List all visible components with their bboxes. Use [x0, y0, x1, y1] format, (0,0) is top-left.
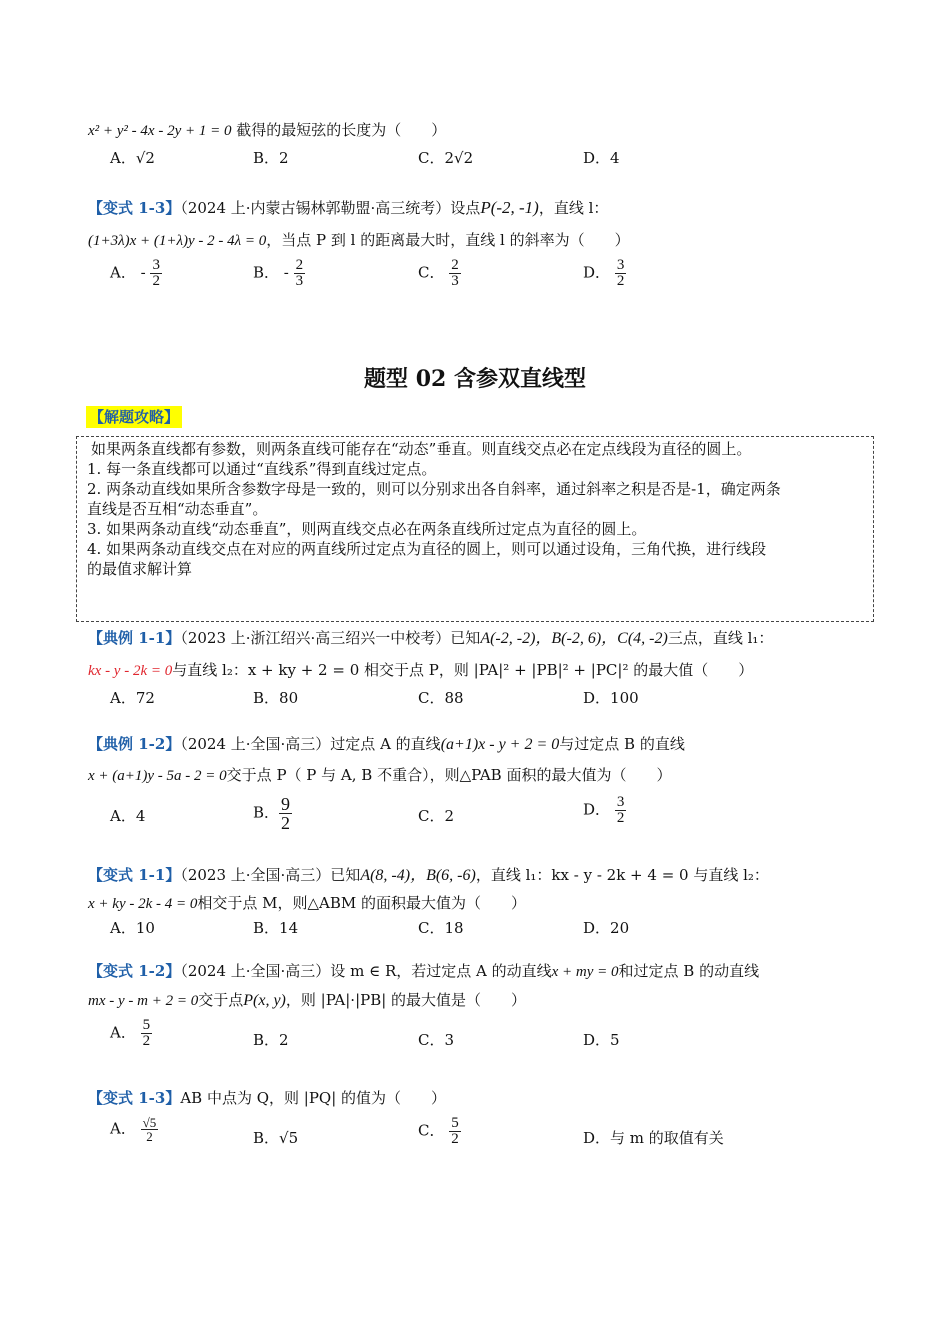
- v12-text3: ，则 |PA|·|PB| 的最大值是（ ）: [285, 991, 527, 1009]
- strategy-line-1: 1. 每一条直线都可以通过“直线系”得到直线过定点。: [87, 460, 437, 478]
- v12-equation1: x + my = 0: [551, 964, 619, 980]
- v13a-option-a-label: A．: [110, 263, 136, 282]
- e12-tag: 【典例 1-2】: [88, 735, 181, 753]
- v13a-stem-line2: [88, 230, 630, 251]
- v12-tag: 【变式 1-2】: [88, 962, 181, 980]
- v13b-a-num: √5: [142, 1115, 157, 1130]
- v13a-a-den: 2: [152, 273, 160, 289]
- v11-stem-line1: [88, 865, 769, 886]
- v11-option-d: D．20: [583, 919, 630, 937]
- v13a-c-num: 2: [451, 257, 459, 273]
- v13a-line-label: ，直线 l：: [538, 199, 609, 217]
- e12-stem-line1: [88, 734, 685, 755]
- v12-text1: 和过定点 B 的动直线: [618, 962, 760, 980]
- q0-stem: [88, 120, 446, 141]
- strategy-line-0: 如果两条直线都有参数，则两条直线可能存在“动态”垂直。则直线交点必在定点线段为直径的圆上。: [91, 440, 752, 458]
- v13b-c-den: 2: [451, 1131, 459, 1147]
- v13b-option-d: D．与 m 的取值有关: [583, 1129, 724, 1147]
- e12-stem-line2: [88, 765, 671, 786]
- v13a-equation: (1+3λ)x + (1+λ)y - 2 - 4λ = 0: [88, 233, 267, 249]
- q0-option-c: C．2√2: [418, 149, 474, 167]
- e11-option-d: D．100: [583, 689, 639, 707]
- e12-option-b: [253, 795, 292, 832]
- v12-source: （2024 上·全国·高三）设 m ∈ R，若过定点 A 的动直线: [180, 962, 552, 980]
- v13a-option-b-label: B．: [253, 263, 280, 282]
- v13a-tag: 【变式 1-3】: [88, 199, 181, 217]
- e12-equation1: (a+1)x - y + 2 = 0: [440, 736, 560, 753]
- v12-a-den: 2: [142, 1033, 151, 1049]
- v13a-text: ，当点 P 到 l 的距离最大时，直线 l 的斜率为（ ）: [266, 231, 630, 249]
- v13a-c-den: 3: [451, 273, 459, 289]
- e11-points: A(-2, -2)，B(-2, 6)，C(4, -2): [480, 630, 668, 647]
- e12-option-d: [583, 795, 626, 826]
- q0-option-a: A．√2: [110, 149, 155, 167]
- v11-points: A(8, -4)，B(6, -6): [360, 867, 476, 884]
- v13b-tag: 【变式 1-3】: [88, 1089, 181, 1107]
- v12-stem-line1: [88, 961, 759, 982]
- v12-option-a-label: A．: [110, 1023, 136, 1042]
- v13a-stem-line1: [88, 198, 608, 218]
- section-title: 题型 02 含参双直线型: [364, 366, 586, 392]
- e12-option-d-label: D．: [583, 800, 611, 819]
- v11-source: （2023 上·全国·高三）已知: [180, 866, 361, 884]
- v13b-option-a-label: A．: [110, 1119, 136, 1138]
- v13b-a-den: 2: [146, 1129, 153, 1144]
- e11-source: （2023 上·浙江绍兴·高三绍兴一中校考）已知: [180, 629, 481, 647]
- v13b-option-a: [110, 1116, 158, 1143]
- v13a-option-a: A． - $\frac{3}{2}$: [110, 257, 160, 289]
- v11-text1: ，直线 l₁：kx - y - 2k + 4 = 0 与直线 l₂：: [475, 866, 769, 884]
- v13b-option-c: [418, 1116, 461, 1147]
- v12-equation2: mx - y - m + 2 = 0: [88, 993, 199, 1009]
- e11-text1: 三点，直线 l₁：: [667, 629, 774, 647]
- v13a-b-num: 2: [295, 257, 304, 273]
- e12-option-b-label: B．: [253, 803, 280, 822]
- e11-option-a: A．72: [110, 689, 155, 707]
- strategy-line-6: 的最值求解计算: [87, 560, 193, 578]
- v13b-option-c-label: C．: [418, 1121, 445, 1140]
- q0-option-b: B．2: [253, 149, 289, 167]
- v12-point: P(x, y): [243, 992, 286, 1009]
- e12-equation2: x + (a+1)y - 5a - 2 = 0: [88, 768, 227, 784]
- e12-text1: 与过定点 B 的直线: [559, 735, 685, 753]
- strategy-line-3: 直线是否互相“动态垂直”。: [87, 500, 268, 518]
- e11-tag: 【典例 1-1】: [88, 629, 181, 647]
- v12-option-d: D．5: [583, 1031, 620, 1049]
- v13a-b-den: 3: [295, 273, 304, 289]
- e11-stem-line2: [88, 660, 753, 681]
- e12-d-den: 2: [616, 810, 625, 826]
- e12-text2: 交于点 P（ P 与 A, B 不重合），则△PAB 面积的最大值为（ ）: [226, 766, 672, 784]
- v13a-source: （2024 上·内蒙古锡林郭勒盟·高三统考）设点: [180, 199, 481, 217]
- v11-option-b: B．14: [253, 919, 299, 937]
- e11-equation: kx - y - 2k = 0: [88, 663, 173, 679]
- v12-option-b: B．2: [253, 1031, 289, 1049]
- e11-text2: 与直线 l₂：x + ky + 2 = 0 相交于点 P，则 |PA|² + |PB|² + |PC|² 的最大值（ ）: [172, 661, 754, 679]
- strategy-line-5: 4. 如果两条动直线交点在对应的两直线所过定点为直径的圆上，则可以通过设角，三角代换，进行线段: [87, 540, 767, 558]
- v13b-stem: [88, 1088, 446, 1108]
- v13a-d-den: 2: [616, 273, 625, 289]
- v11-option-c: C．18: [418, 919, 464, 937]
- v13a-option-c: [418, 258, 461, 289]
- v13b-option-b: B．√5: [253, 1129, 299, 1147]
- v11-tag: 【变式 1-1】: [88, 866, 181, 884]
- v13a-point: P(-2, -1): [480, 198, 539, 217]
- e12-option-a: A．4: [110, 807, 146, 825]
- v12-option-c: C．3: [418, 1031, 455, 1049]
- v11-equation: x + ky - 2k - 4 = 0: [88, 896, 198, 912]
- e12-option-c: C．2: [418, 807, 455, 825]
- v13a-option-b: B． - $\frac{2}{3}$: [253, 257, 304, 289]
- e12-b-num: 9: [281, 794, 291, 814]
- v12-a-num: 5: [142, 1017, 151, 1033]
- v13a-option-d: [583, 258, 626, 289]
- e12-source: （2024 上·全国·高三）过定点 A 的直线: [180, 735, 441, 753]
- v11-option-a: A．10: [110, 919, 155, 937]
- e12-d-num: 3: [616, 794, 625, 810]
- strategy-line-2: 2. 两条动直线如果所含参数字母是一致的，则可以分别求出各自斜率，通过斜率之积是否是-1，确定两条: [87, 480, 781, 498]
- q0-equation: x² + y² - 4x - 2y + 1 = 0: [88, 123, 232, 139]
- v13a-d-num: 3: [616, 257, 625, 273]
- v12-option-a: [110, 1018, 152, 1049]
- v13a-a-num: 3: [152, 257, 160, 273]
- q0-text: 截得的最短弦的长度为（ ）: [236, 121, 447, 139]
- e11-stem-line1: [88, 628, 773, 649]
- strategy-box: [76, 436, 874, 622]
- v11-stem-line2: [88, 893, 526, 914]
- e11-option-b: B．80: [253, 689, 299, 707]
- v13b-c-num: 5: [451, 1115, 459, 1131]
- strategy-line-4: 3. 如果两条动直线“动态垂直”，则两直线交点必在两条直线所过定点为直径的圆上。: [87, 520, 647, 538]
- q0-option-d: D．4: [583, 149, 620, 167]
- strategy-label: 【解题攻略】: [86, 406, 182, 428]
- v12-stem-line2: [88, 990, 526, 1011]
- v11-text2: 相交于点 M，则△ABM 的面积最大值为（ ）: [197, 894, 527, 912]
- v13a-option-c-label: C．: [418, 263, 445, 282]
- v13b-text: AB 中点为 Q，则 |PQ| 的值为（ ）: [180, 1089, 447, 1107]
- e11-option-c: C．88: [418, 689, 464, 707]
- v13a-option-d-label: D．: [583, 263, 611, 282]
- v12-text2: 交于点: [198, 991, 244, 1009]
- e12-b-den: 2: [281, 813, 291, 833]
